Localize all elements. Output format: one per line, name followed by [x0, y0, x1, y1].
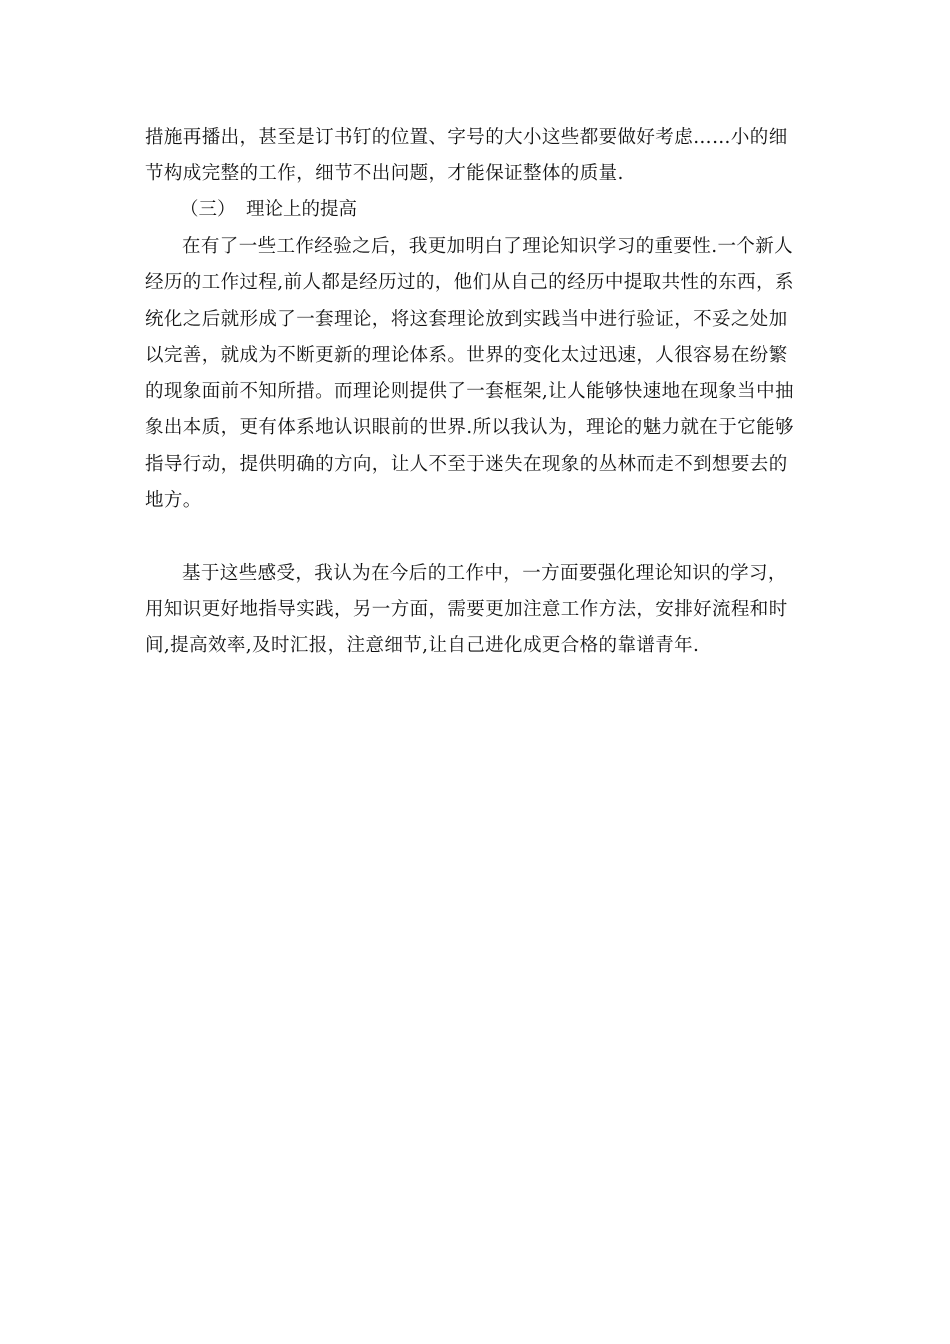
section-number: （三） [180, 199, 236, 220]
paragraph-2-line-6: 象出本质，更有体系地认识眼前的世界.所以我认为，理论的魅力就在于它能够 [145, 417, 794, 438]
paragraph-1-line-1: 措施再播出，甚至是订书钉的位置、字号的大小这些都要做好考虑……小的细 [145, 127, 788, 148]
paragraph-2-line-2: 经历的工作过程,前人都是经历过的，他们从自己的经历中提取共性的东西，系 [145, 272, 794, 293]
paragraph-2-line-3: 统化之后就形成了一套理论，将这套理论放到实践当中进行验证，不妥之处加 [145, 309, 788, 330]
paragraph-2-line-7: 指导行动，提供明确的方向，让人不至于迷失在现象的丛林而走不到想要去的 [145, 454, 788, 475]
paragraph-2-line-1: 在有了一些工作经验之后，我更加明白了理论知识学习的重要性.一个新人 [182, 236, 794, 257]
paragraph-2-line-8: 地方。 [145, 490, 202, 511]
paragraph-3-line-1: 基于这些感受，我认为在今后的工作中，一方面要强化理论知识的学习， [182, 563, 787, 584]
section-title: 理论上的提高 [246, 199, 358, 220]
paragraph-2-line-5: 的现象面前不知所措。而理论则提供了一套框架,让人能够快速地在现象当中抽 [145, 381, 794, 402]
section-heading [180, 198, 357, 222]
paragraph-3-line-3: 间,提高效率,及时汇报，注意细节,让自己进化成更合格的靠谱青年. [145, 635, 700, 656]
paragraph-3-line-2: 用知识更好地指导实践，另一方面，需要更加注意工作方法，安排好流程和时 [145, 599, 788, 620]
paragraph-1-line-2: 节构成完整的工作，细节不出问题，才能保证整体的质量. [145, 163, 624, 184]
paragraph-2-line-4: 以完善，就成为不断更新的理论体系。世界的变化太过迅速，人很容易在纷繁 [145, 345, 788, 366]
